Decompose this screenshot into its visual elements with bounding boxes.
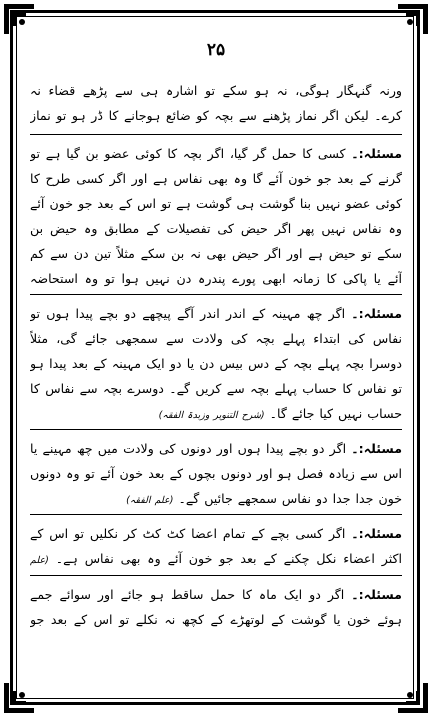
- divider: [30, 575, 402, 576]
- page-number: ۲۵: [206, 40, 226, 60]
- paragraph-text: ورنہ گنہگار ہوگی، نہ ہو سکے تو اشارہ ہی سے پڑھے قضاء نہ کرے۔ لیکن اگر نماز پڑھنے سے بچہ کو ضائع ہوجانے کا ڈر ہو تو نماز: [30, 83, 402, 123]
- paragraph-text: اگر دو بچے پیدا ہوں اور دونوں کی ولادت میں چھ مہینے یا اس سے زیادہ فصل ہو اور دونوں بچوں کے بعد خون آئے تو وہ دونوں خون جدا جدا دو نفاس سمجھے جائیں گے۔: [30, 441, 402, 506]
- paragraph-text: اگر کسی بچے کے تمام اعضا کٹ کٹ کر نکلیں تو اس کے اکثر اعضاء نکل چکنے کے بعد جو خون آئے وہ بھی نفاس ہے۔: [30, 526, 402, 566]
- paragraph-text: کسی کا حمل گر گیا، اگر بچہ کا کوئی عضو بن گیا ہے تو گرنے کے بعد جو خون آئے گا وہ بھی نفاس ہے اور اگر کسی طرح کا کوئی عضو نہیں بنا گوشت ہی گوشت ہے تو اس کے بعد جو خون آئے وہ نفاس نہیں پھر اگر حیض کی تفصیلات کے مطابق وہ حیض بن سکے تو حیض ہے اور اگر حیض بھی نہ بن سکے مثلاً تین دن سے کم آئے یا پاکی کا زمانہ ابھی پورے پندرہ دن نہیں ہوا تو وہ استحاضہ: [30, 146, 402, 286]
- masala-heading: مسئلہ:۔: [351, 526, 402, 541]
- masala-paragraph: [30, 582, 402, 630]
- masala-heading: مسئلہ:۔: [351, 306, 402, 321]
- divider: [30, 514, 402, 515]
- divider: [30, 134, 402, 135]
- citation: (علم الفقہ): [126, 495, 174, 506]
- citation: (شرح التنویر وزبدۃ الفقہ): [158, 410, 265, 421]
- masala-heading: مسئلہ:۔: [351, 587, 402, 602]
- masala-paragraph: [30, 141, 402, 288]
- masala-paragraph: [30, 301, 402, 423]
- corner-ornament-icon: [396, 2, 430, 36]
- citation: (علم: [30, 555, 49, 566]
- masala-heading: مسئلہ:۔: [351, 441, 402, 456]
- divider: [30, 294, 402, 295]
- paragraph-text: اگر چھ مہینہ کے اندر اندر آگے پیچھے دو بچے پیدا ہوں تو نفاس کی ابتداء پہلے بچہ کی ولادت سے سمجھی جائے گی، مثلاً دوسرا بچہ پہلے بچہ کے دس بیس دن یا دو ایک مہینہ کے بعد پیدا ہو تو نفاس کا حساب پہلے بچہ سے کریں گے۔ دوسرے بچہ سے نفاس کا حساب نہیں کیا جائے گا۔: [30, 306, 402, 421]
- paragraph-text: اگر دو ایک ماہ کا حمل ساقط ہو جائے اور سوائے جمے ہوئے خون یا گوشت کے لوتھڑے کے کچھ نہ نکلے تو اس کے بعد جو: [30, 587, 402, 627]
- page-body: [30, 78, 402, 690]
- masala-paragraph: [30, 436, 402, 508]
- intro-paragraph: [30, 78, 402, 128]
- masala-heading: مسئلہ:۔: [351, 146, 402, 161]
- masala-paragraph: [30, 521, 402, 569]
- corner-ornament-icon: [2, 2, 36, 36]
- divider: [30, 429, 402, 430]
